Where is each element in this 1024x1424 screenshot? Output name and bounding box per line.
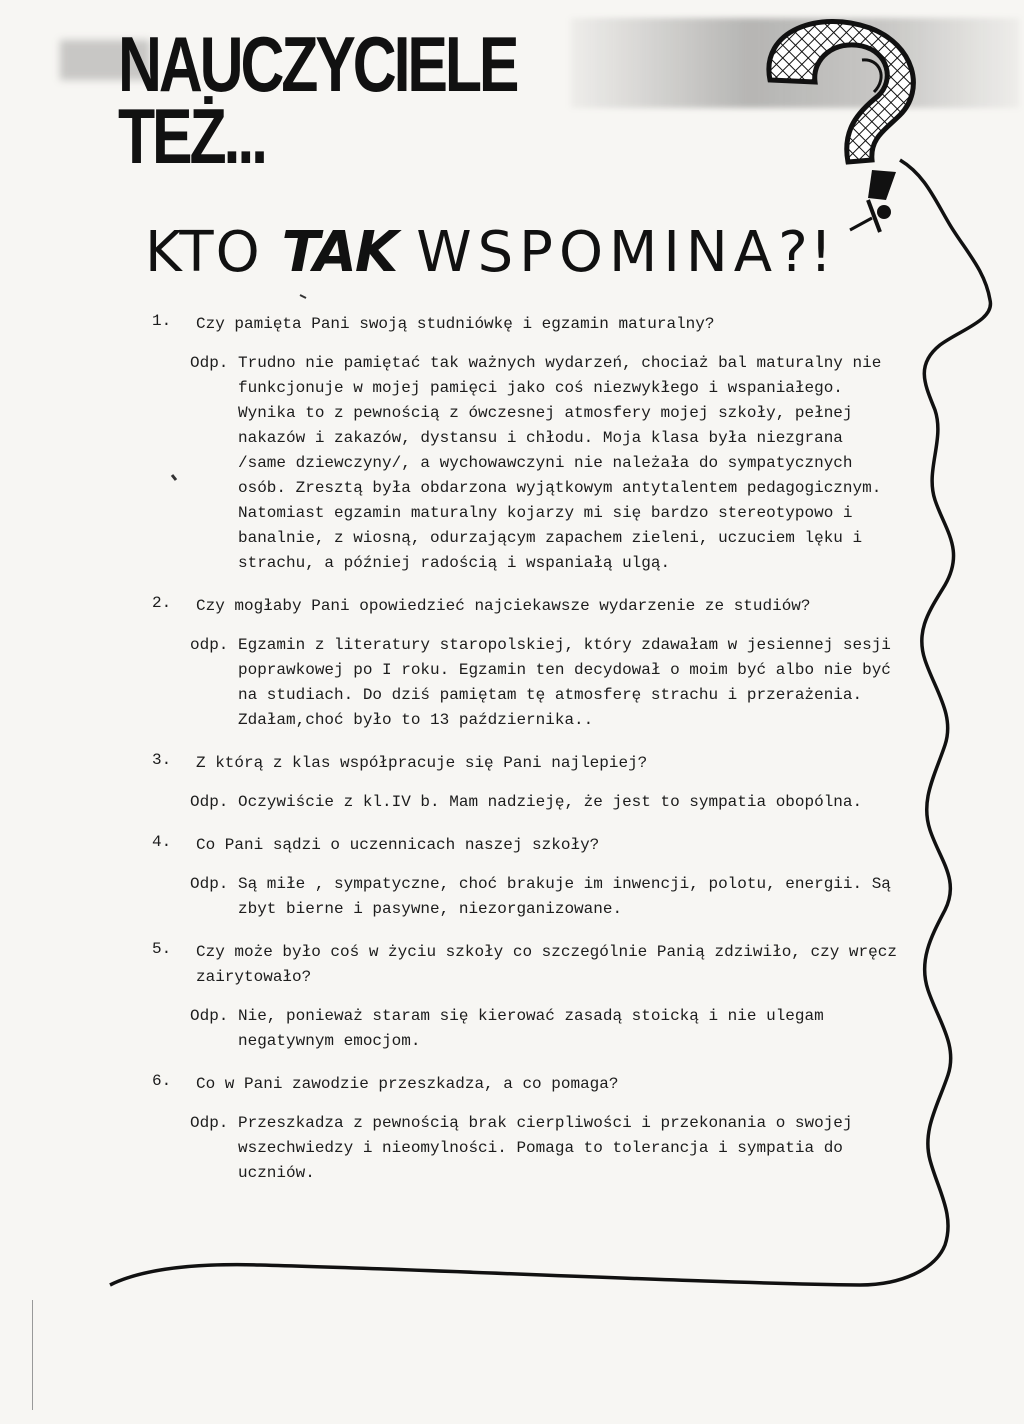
interview-list — [140, 312, 900, 1204]
question-number: 5. — [152, 940, 172, 958]
subtitle-marks: ?! — [778, 220, 835, 285]
question-text: Z którą z klas współpracuje się Pani najlepiej? — [196, 754, 648, 772]
question-text: Czy mogłaby Pani opowiedzieć najciekawsze wydarzenie ze studiów? — [196, 597, 811, 615]
interview-item — [140, 751, 900, 815]
question-number: 4. — [152, 833, 172, 851]
question-number: 6. — [152, 1072, 172, 1090]
answer-text: Egzamin z literatury staropolskiej, który zdawałam w jesiennej sesji poprawkowej po I roku. Egzamin ten decydował o moim być albo nie być na studiach. Do dziś pamiętam tę atmosferę strachu i przerażenia. Zdałam,choć było to 13 października.. — [238, 636, 891, 729]
question-text: Co w Pani zawodzie przeszkadza, a co pomaga? — [196, 1075, 619, 1093]
answer-text: Nie, ponieważ staram się kierować zasadą stoicką i nie ulegam negatywnym emocjom. — [238, 1007, 824, 1050]
interview-item — [140, 940, 900, 1054]
margin-rule — [32, 1300, 33, 1410]
answer-label: Odp. — [190, 1007, 229, 1025]
answer-block — [190, 790, 900, 815]
interview-item — [140, 594, 900, 733]
question-number: 3. — [152, 751, 172, 769]
answer-block — [190, 633, 900, 733]
answer-text: Są miłe , sympatyczne, choć brakuje im inwencji, polotu, energii. Są zbyt bierne i pasywne, niezorganizowane. — [238, 875, 891, 918]
subtitle-word-kto: KTO — [145, 220, 262, 285]
interview-item — [140, 312, 900, 576]
subtitle — [145, 218, 834, 288]
subtitle-word-wspomina: WSPOMINA — [416, 220, 779, 285]
answer-block — [190, 351, 900, 576]
answer-label: odp. — [190, 636, 229, 654]
question-text: Czy może było coś w życiu szkoły co szczególnie Panią zdziwiło, czy wręcz zairytowało? — [196, 943, 897, 986]
interview-item — [140, 1072, 900, 1186]
question-mark-logo-icon — [769, 21, 913, 232]
answer-label: Odp. — [190, 1114, 229, 1132]
answer-label: Odp. — [190, 354, 229, 372]
question-text: Co Pani sądzi o uczennicach naszej szkoły? — [196, 836, 600, 854]
question-number: 2. — [152, 594, 172, 612]
answer-label: Odp. — [190, 875, 229, 893]
answer-text: Przeszkadza z pewnością brak cierpliwości i przekonania o swojej wszechwiedzy i nieomylności. Pomaga to tolerancja i sympatia do uczniów. — [238, 1114, 853, 1182]
answer-text: Oczywiście z kl.IV b. Mam nadzieję, że jest to sympatia obopólna. — [238, 793, 863, 811]
answer-text: Trudno nie pamiętać tak ważnych wydarzeń, chociaż bal maturalny nie funkcjonuje w mojej pamięci jako coś niezwykłego i wspaniałego. Wynika to z pewnością z ówczesnej atmosfery mojej szkoły, pełnej nakazów i zakazów, dystansu i chłodu. Moja klasa była niezgrana /same dziewczyny/, a wychowawczyni nie należała do sympatycznych osób. Zresztą była obdarzona wyjątkowym antytalentem pedagogicznym. Natomiast egzamin maturalny kojarzy mi się bardzo stereotypowo i banalnie, z wiosną, odurzającym zapachem zieleni, uczuciem lęku i strachu, a później radością i wspaniałą ulgą. — [238, 354, 882, 572]
answer-block — [190, 872, 900, 922]
headline-line-2: TEŻ... — [118, 92, 265, 180]
answer-label: Odp. — [190, 793, 229, 811]
subtitle-word-tak: TAK — [281, 220, 397, 285]
answer-block — [190, 1004, 900, 1054]
headline-line-1: NAUCZYCIELE — [118, 20, 517, 108]
question-text: Czy pamięta Pani swoją studniówkę i egzamin maturalny? — [196, 315, 715, 333]
question-number: 1. — [152, 312, 172, 330]
interview-item — [140, 833, 900, 922]
answer-block — [190, 1111, 900, 1186]
